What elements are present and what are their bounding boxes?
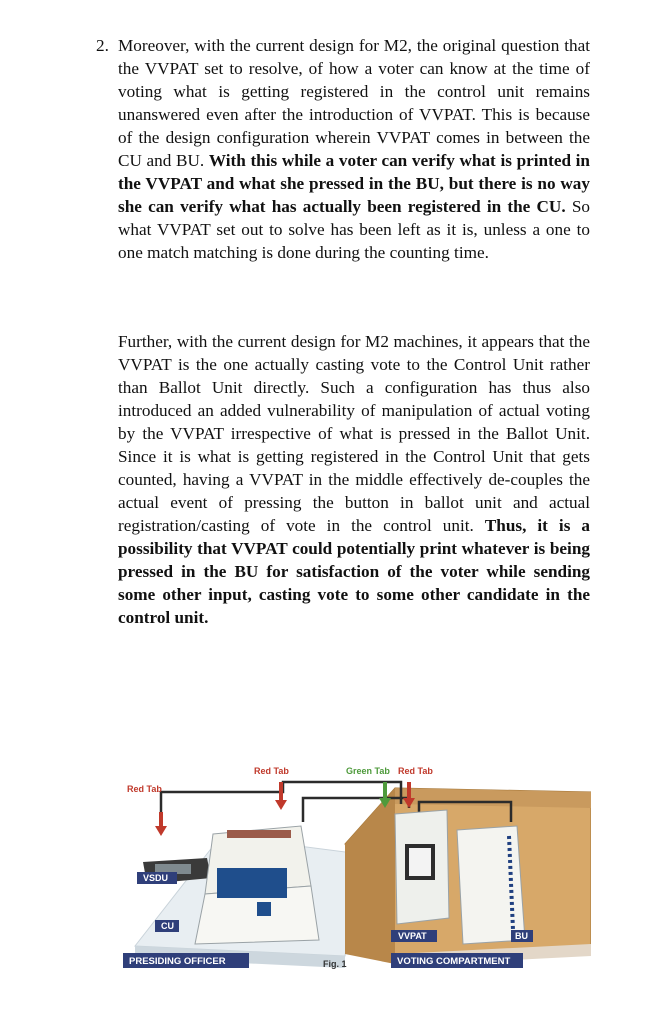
green-tab-label: Green Tab [346,766,390,776]
bu-label: BU [515,931,528,941]
paragraph-1-bold-text: With this while a voter can verify what is printed in the VVPAT and what she pressed in the BU, but there is no way she can verify what has actually been registered in the CU. [118,151,590,216]
control-unit-panel [217,868,287,898]
cu-label: CU [161,921,174,931]
compartment-side-wall [345,788,395,964]
red-tab-left-arrow-head [155,826,167,836]
paragraph-1 [96,34,590,264]
red-tab-right-label: Red Tab [398,766,433,776]
vvpat-label: VVPAT [398,931,427,941]
paragraph-2 [118,330,590,629]
paragraph-2-bold-text: Thus, it is a possibility that VVPAT could potentially print whatever is being pressed in the BU for satisfaction of the voter while sending some other input, casting vote to some other candidate in the control unit. [118,516,590,627]
evm-setup-figure [113,718,591,982]
vsdu-label: VSDU [143,873,169,883]
paragraph-1-tail-text: So what VVPAT set out to solve has been left as it is, unless a one to one match matching is done during the counting time. [118,197,590,262]
figure-caption: Fig. 1 [323,959,347,969]
presiding-officer-label: PRESIDING OFFICER [129,956,226,967]
red-tab-center-arrow-head [275,800,287,810]
red-tab-center-label: Red Tab [254,766,289,776]
vvpat-slip [409,848,431,876]
figure-illustration [113,718,591,982]
paragraph-2-text: Further, with the current design for M2 machines, it appears that the VVPAT is the one actually casting vote to the Control Unit rather than Ballot Unit directly. Such a configuration has thus also introduced an added vulnerability of manipulation of actual voting by the VVPAT irrespective of what is pressed in the Ballot Unit. Since it is what is getting registered in the Control Unit that gets counted, having a VVPAT in the middle effectively de-couples the actual event of pressing the button in ballot unit and actual registration/casting of vote in the control unit. [118,332,590,535]
red-tab-left-label: Red Tab [127,784,162,794]
control-unit-button [257,902,271,916]
voting-compartment-label: VOTING COMPARTMENT [397,956,511,967]
control-unit-display [227,830,291,838]
paragraph-1-text: Moreover, with the current design for M2, the original question that the VVPAT set to resolve, of how a voter can know at the time of voting what is getting registered in the control unit remains unanswered even after the introduction of VVPAT. This is because of the design configuration wherein VVPAT comes in between the CU and BU. [118,36,590,170]
list-number: 2. [96,36,109,55]
